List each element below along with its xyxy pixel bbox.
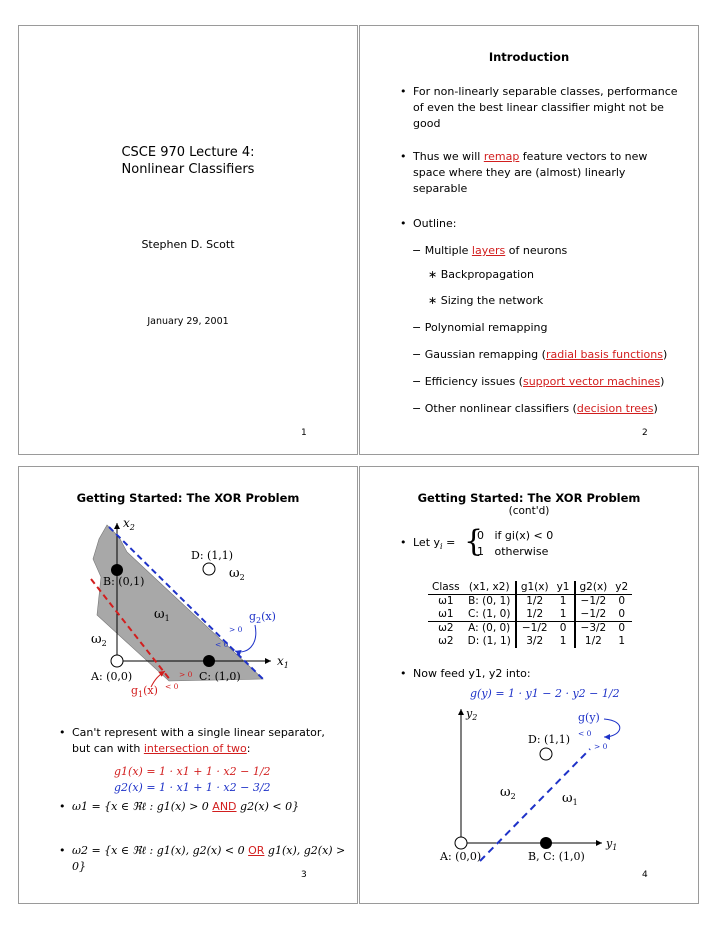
page-number: 3 (301, 870, 307, 880)
table-row: ω2 A: (0, 0) −1/2 0 −3/2 0 (428, 622, 632, 636)
xor-figure (19, 467, 358, 707)
label-D: D: (1,1) (191, 549, 234, 562)
label-omega2: $\omega_2$ (500, 785, 516, 801)
slide-title: Getting Started: The XOR Problem (76, 491, 300, 505)
point-C (203, 655, 215, 667)
slide-1 (18, 25, 358, 455)
g-pointer-arrow (604, 719, 620, 737)
bullet-3: • Outline: (400, 217, 457, 230)
point-BC (540, 837, 552, 849)
case-2: 1 otherwise (477, 545, 549, 558)
case-1: 0 if gi(x) < 0 (477, 529, 554, 542)
bullet-feed: • Now feed y1, y2 into: (400, 667, 531, 680)
equation-g1: g1(x) = 1 · x1 + 1 · x2 − 1/2 (114, 765, 271, 778)
label-omega2-left: $\omega_2$ (91, 632, 107, 648)
label-A: A: (0,0) (440, 850, 482, 863)
col-class: Class (432, 581, 460, 593)
table-row: ω2 D: (1, 1) 3/2 1 1/2 1 (438, 635, 626, 647)
label-A: A: (0,0) (91, 670, 133, 683)
equation-g-y: g(y) = 1 · y1 − 2 · y2 − 1/2 (470, 687, 620, 700)
slide-4 (359, 466, 699, 904)
bullet-3: • ω2 = {x ∈ ℜℓ : g1(x), g2(x) < 0 OR g1(x), g2(x) > 0} (59, 844, 346, 873)
outline-item-3: − Gaussian remapping (radial basis functions) (412, 348, 668, 361)
date: January 29, 2001 (147, 316, 229, 327)
bullet-2: • Thus we will remap feature vectors to new space where they are (almost) linearly separable (400, 150, 648, 195)
g-negative-label: < 0 (578, 729, 592, 738)
col-y2: y2 (615, 581, 629, 593)
bullet-define-y: • Let $y_i$ = (400, 536, 456, 552)
outline-subitem-2: ∗ Sizing the network (428, 294, 544, 307)
label-g1: $g_1(x)$ (131, 684, 158, 699)
point-A (111, 655, 123, 667)
bullet-1: • For non-linearly separable classes, performance of even the best linear classifier might not be good (400, 85, 678, 130)
g-positive-label: > 0 (594, 742, 608, 751)
col-x: (x1, x2) (468, 581, 510, 593)
slide-subtitle: (cont'd) (508, 505, 550, 517)
y1-axis-label: $y_1$ (606, 837, 618, 852)
label-g2: $g_2(x)$ (249, 610, 276, 625)
author: Stephen D. Scott (141, 238, 235, 251)
slide-title: Getting Started: The XOR Problem (417, 491, 641, 505)
outline-item-5: − Other nonlinear classifiers (decision trees) (412, 402, 658, 415)
g2-negative-label: < 0 (215, 640, 229, 649)
table-row: ω1 B: (0, 1) 1/2 1 −1/2 0 (428, 595, 632, 609)
outline-subitem-1: ∗ Backpropagation (428, 268, 534, 281)
label-omega1: $\omega_1$ (154, 607, 170, 623)
slide-3 (18, 466, 358, 904)
table-header (428, 581, 632, 595)
outline-item-2: − Polynomial remapping (412, 321, 548, 334)
label-BC: B, C: (1,0) (528, 850, 585, 863)
label-g-y: g(y) (578, 711, 600, 724)
bullet-1: • Can't represent with a single linear separator, but can with intersection of two: (59, 726, 325, 755)
point-D (540, 748, 552, 760)
x2-axis-label: $x_2$ (123, 516, 135, 532)
highlight-remap: remap (483, 150, 520, 163)
point-D (203, 563, 215, 575)
label-omega1: $\omega_1$ (562, 791, 578, 807)
y-space-figure (360, 703, 699, 903)
outline-item-4: − Efficiency issues (support vector machines) (412, 375, 665, 388)
col-g1: g1(x) (516, 581, 553, 595)
cases-brace: { (464, 524, 484, 559)
bullet-2: • ω1 = {x ∈ ℜℓ : g1(x) > 0 AND g2(x) < 0} (59, 800, 300, 813)
label-omega2-top: $\omega_2$ (229, 566, 245, 582)
col-g2: g2(x) (575, 581, 612, 595)
g2-positive-label: > 0 (229, 625, 243, 634)
xor-table (428, 581, 632, 648)
table-row: ω1 C: (1, 0) 1/2 1 −1/2 0 (438, 608, 626, 620)
g1-positive-label: > 0 (179, 670, 193, 679)
slide-title: Introduction (488, 50, 570, 64)
g1-negative-label: < 0 (165, 682, 179, 691)
x1-axis-label: $x_1$ (277, 654, 289, 670)
point-A (455, 837, 467, 849)
lecture-title: CSCE 970 Lecture 4: Nonlinear Classifiers (121, 145, 255, 177)
col-y1: y1 (556, 581, 570, 593)
label-B: B: (0,1) (103, 575, 145, 588)
slide-2 (359, 25, 699, 455)
y2-axis-label: $y_2$ (466, 707, 478, 722)
label-D: D: (1,1) (528, 733, 571, 746)
page-number: 2 (642, 428, 648, 438)
page-number: 1 (301, 428, 307, 438)
page-number: 4 (642, 870, 648, 880)
label-C: C: (1,0) (199, 670, 241, 683)
outline-item-1: − Multiple layers of neurons (412, 244, 568, 257)
equation-g2: g2(x) = 1 · x1 + 1 · x2 − 3/2 (114, 781, 271, 794)
